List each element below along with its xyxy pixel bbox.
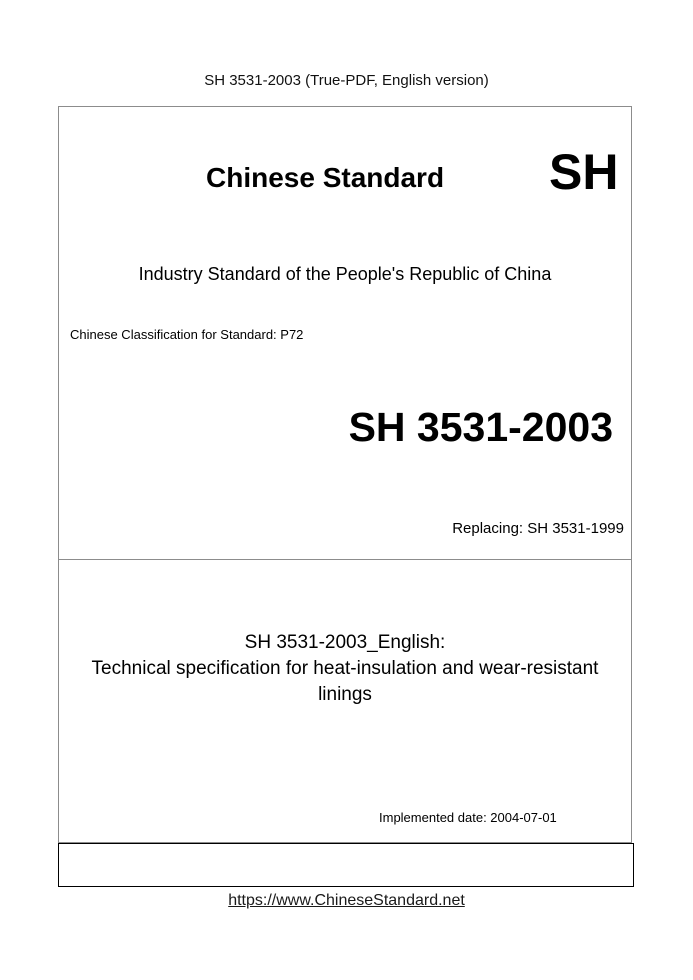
title-line-2: Technical specification for heat-insulation and wear-resistant (91, 658, 599, 679)
classification-code: Chinese Classification for Standard: P72 (70, 327, 304, 342)
footer (0, 892, 693, 910)
website-link[interactable]: https://www.ChineseStandard.net (228, 892, 465, 909)
implemented-date: Implemented date: 2004-07-01 (379, 810, 557, 825)
title-line-3: linings (318, 684, 372, 705)
standard-prefix-mark: SH (549, 144, 619, 200)
document-kind-heading: Chinese Standard (206, 162, 445, 193)
replacing-note: Replacing: SH 3531-1999 (452, 520, 624, 537)
standard-number: SH 3531-2003 (348, 404, 613, 450)
industry-statement: Industry Standard of the People's Republic of China (138, 264, 552, 284)
document-title (58, 630, 632, 708)
cover-bottom-frame (58, 843, 634, 887)
title-line-1: SH 3531-2003_English: (244, 632, 446, 653)
document-caption: SH 3531-2003 (True-PDF, English version) (204, 72, 489, 89)
